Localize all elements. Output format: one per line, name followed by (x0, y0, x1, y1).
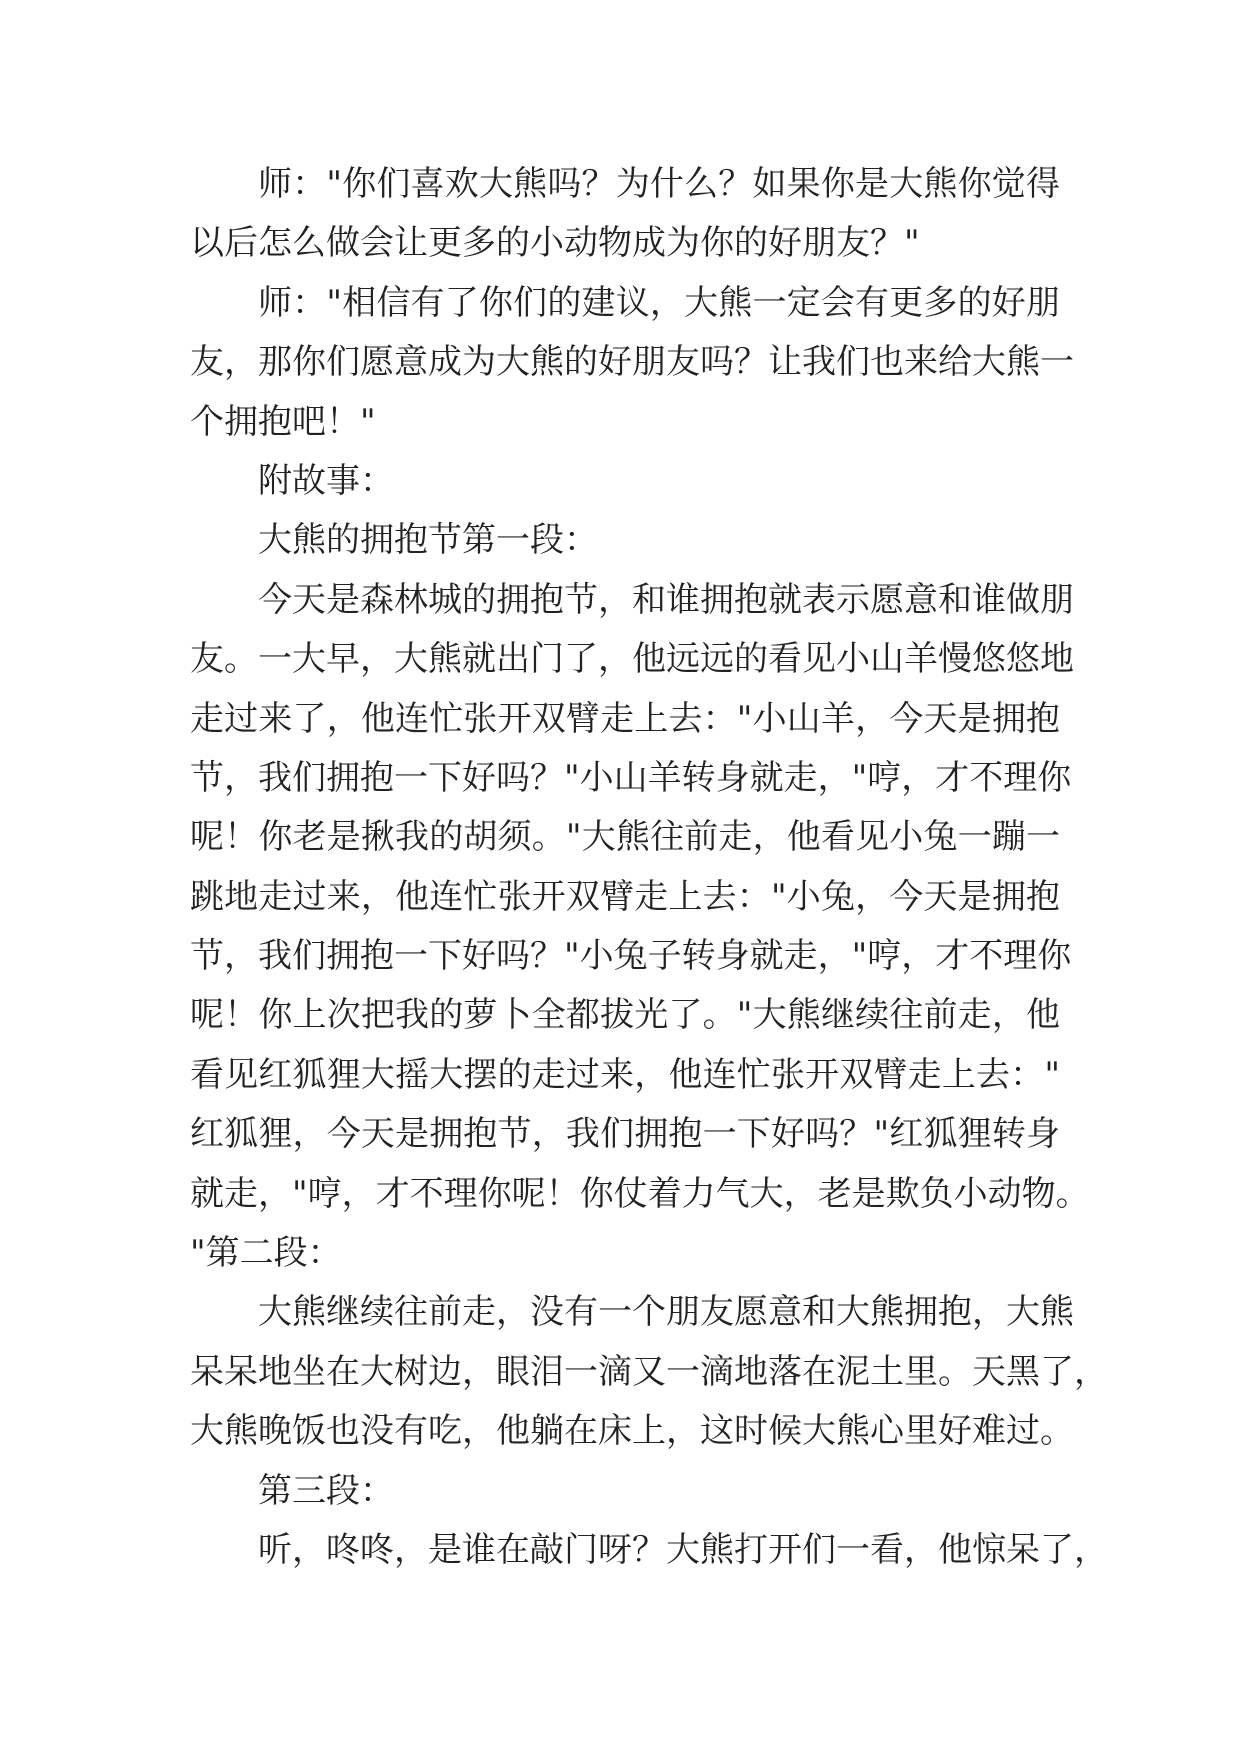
text-line: 红狐狸，今天是拥抱节，我们拥抱一下好吗？"红狐狸转身 (190, 1114, 1060, 1155)
text-line: 节，我们拥抱一下好吗？"小兔子转身就走，"哼，才不理你 (190, 936, 1072, 977)
text-line: 师："你们喜欢大熊吗？为什么？如果你是大熊你觉得 (258, 164, 1060, 204)
text-line: 跳地走过来，他连忙张开双臂走上去："小兔，今天是拥抱 (190, 876, 1060, 917)
text-line: 个拥抱吧！" (190, 401, 376, 442)
text-line: 呢！你上次把我的萝卜全都拔光了。"大熊继续往前走，他 (190, 995, 1060, 1036)
text-line: "第二段： (190, 1233, 342, 1274)
text-line: 第三段： (258, 1470, 394, 1511)
text-line: 师："相信有了你们的建议，大熊一定会有更多的好朋 (258, 282, 1060, 323)
text-line: 呆呆地坐在大树边，眼泪一滴又一滴地落在泥土里。天黑了， (190, 1351, 1108, 1392)
text-line: 大熊的拥抱节第一段： (258, 520, 598, 561)
text-line: 附故事： (258, 460, 394, 501)
text-line: 节，我们拥抱一下好吗？"小山羊转身就走，"哼，才不理你 (190, 757, 1072, 798)
text-line: 呢！你老是揪我的胡须。"大熊往前走，他看见小兔一蹦一 (190, 817, 1060, 858)
document-body (190, 155, 1108, 1580)
text-line: 友，那你们愿意成为大熊的好朋友吗？让我们也来给大熊一 (190, 342, 1074, 383)
text-line: 听，咚咚，是谁在敲门呀？大熊打开们一看，他惊呆了， (258, 1529, 1108, 1570)
text-line: 大熊继续往前走，没有一个朋友愿意和大熊拥抱，大熊 (258, 1292, 1074, 1333)
text-line: 友。一大早，大熊就出门了，他远远的看见小山羊慢悠悠地 (190, 639, 1074, 680)
text-line: 今天是森林城的拥抱节，和谁拥抱就表示愿意和谁做朋 (258, 579, 1074, 620)
text-line: 就走，"哼，才不理你呢！你仗着力气大，老是欺负小动物。 (190, 1173, 1090, 1214)
text-line: 大熊晚饭也没有吃，他躺在床上，这时候大熊心里好难过。 (190, 1411, 1074, 1452)
text-line: 以后怎么做会让更多的小动物成为你的好朋友？" (190, 223, 920, 264)
text-line: 看见红狐狸大摇大摆的走过来，他连忙张开双臂走上去：" (190, 1054, 1060, 1095)
text-line: 走过来了，他连忙张开双臂走上去："小山羊，今天是拥抱 (190, 698, 1060, 739)
